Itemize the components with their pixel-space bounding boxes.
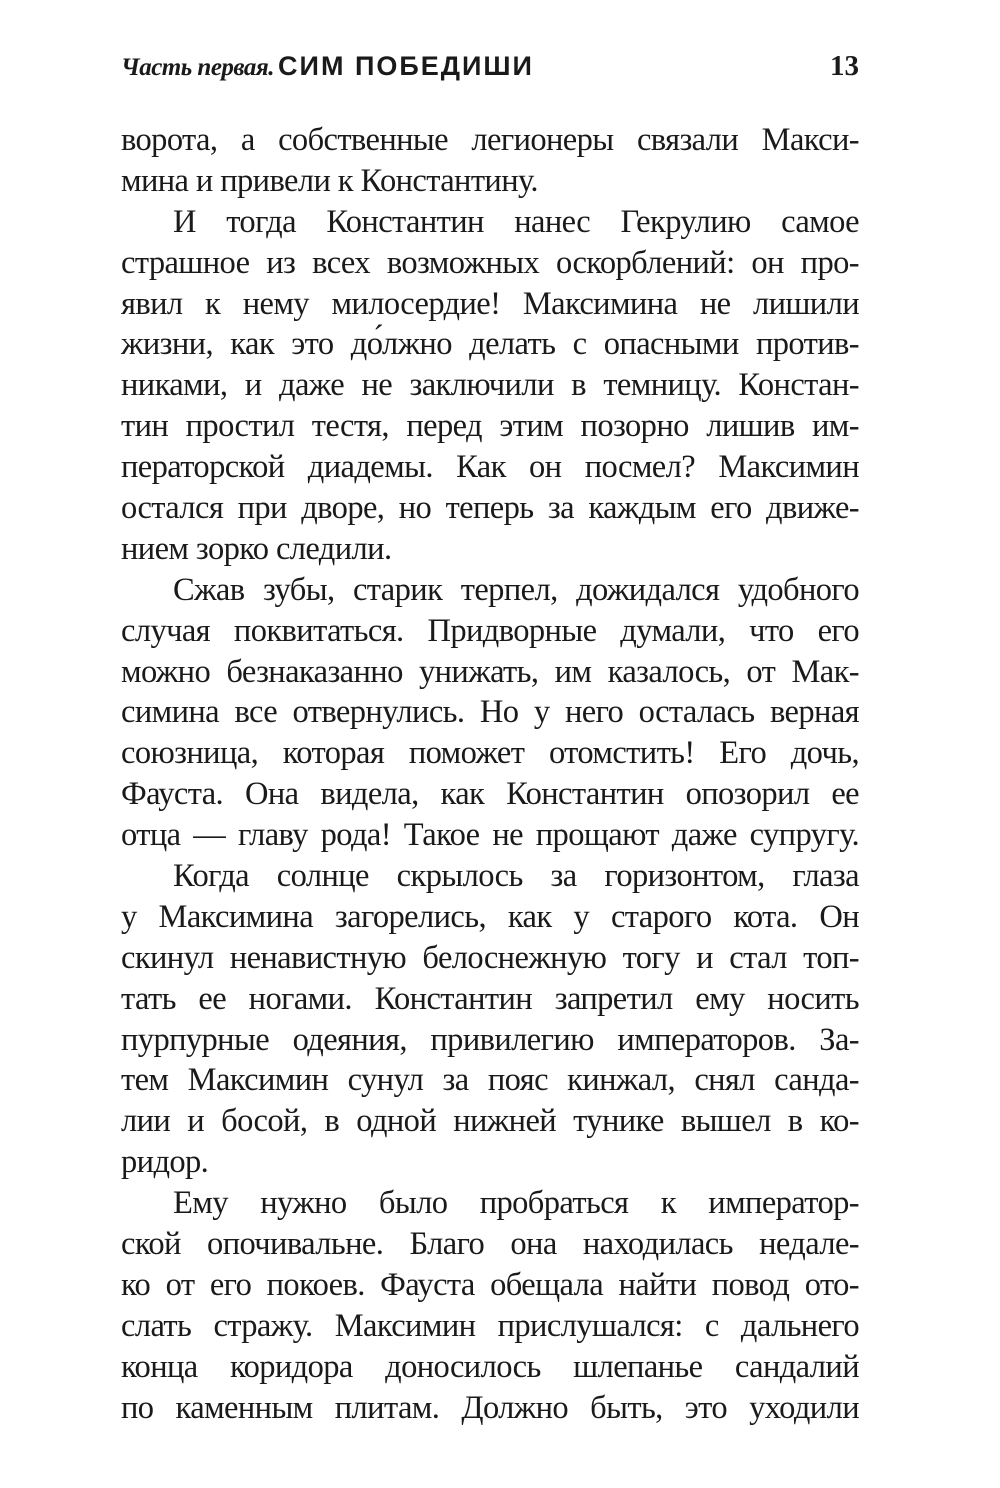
text-line: тин простил тестя, перед этим позорно лишив им-: [121, 408, 859, 445]
text-line: ской опочивальне. Благо она находилась недале-: [121, 1226, 859, 1263]
text-line: ридор.: [121, 1144, 209, 1181]
text-line: скинул ненавистную белоснежную тогу и стал топ-: [121, 939, 859, 976]
text-line: жизни, как это до́лжно делать с опасными против-: [121, 326, 859, 363]
body-text: [121, 120, 859, 1429]
text-line: симина все отвернулись. Но у него осталась верная: [121, 694, 859, 731]
text-line: тем Максимин сунул за пояс кинжал, снял санда-: [121, 1062, 859, 1099]
text-line: ворота, а собственные легионеры связали Макси-: [121, 122, 859, 158]
text-line: нием зорко следили.: [121, 530, 392, 567]
paragraph-first-line: Ему нужно было пробраться к император-: [173, 1185, 859, 1222]
text-line: пурпурные одеяния, привилегию императоров. За-: [121, 1021, 859, 1058]
text-line: отца — главу рода! Такое не прощают даже супругу.: [121, 817, 859, 854]
text-line: Фауста. Она видела, как Константин опозорил ее: [121, 776, 859, 813]
text-line: никами, и даже не заключили в темницу. Констан-: [121, 367, 859, 404]
text-line: ператорской диадемы. Как он посмел? Максимин: [121, 449, 859, 486]
text-line: конца коридора доносилось шлепанье сандалий: [121, 1348, 859, 1385]
part-label: Часть первая.: [121, 54, 275, 81]
paragraph-first-line: Когда солнце скрылось за горизонтом, глаза: [173, 858, 859, 895]
text-line: остался при дворе, но теперь за каждым его движе-: [121, 490, 859, 527]
running-head: [121, 50, 859, 90]
text-line: явил к нему милосердие! Максимина не лишили: [121, 285, 859, 322]
text-line: случая поквитаться. Придворные думали, что его: [121, 612, 859, 649]
text-line: союзница, которая поможет отомстить! Его дочь,: [121, 735, 859, 772]
page-number: 13: [830, 50, 859, 82]
text-line: мина и привели к Константину.: [121, 162, 538, 199]
text-line: ко от его покоев. Фауста обещала найти повод ото-: [121, 1266, 859, 1303]
text-line: у Максимина загорелись, как у старого кота. Он: [121, 898, 859, 935]
text-line: тать ее ногами. Константин запретил ему носить: [121, 980, 859, 1017]
text-line: можно безнаказанно унижать, им казалось, от Мак-: [121, 653, 859, 690]
text-line: по каменным плитам. Должно быть, это уходили: [121, 1389, 859, 1426]
text-line: страшное из всех возможных оскорблений: он про-: [121, 244, 859, 281]
paragraph-first-line: И тогда Константин нанес Гекрулию самое: [173, 203, 859, 240]
running-head-title: [121, 51, 534, 82]
text-line: слать стражу. Максимин прислушался: с дальнего: [121, 1307, 859, 1344]
text-line: лии и босой, в одной нижней тунике вышел в ко-: [121, 1103, 859, 1140]
part-title: СИМ ПОБЕДИШИ: [278, 51, 534, 81]
paragraph-first-line: Сжав зубы, старик терпел, дожидался удобного: [173, 571, 859, 608]
